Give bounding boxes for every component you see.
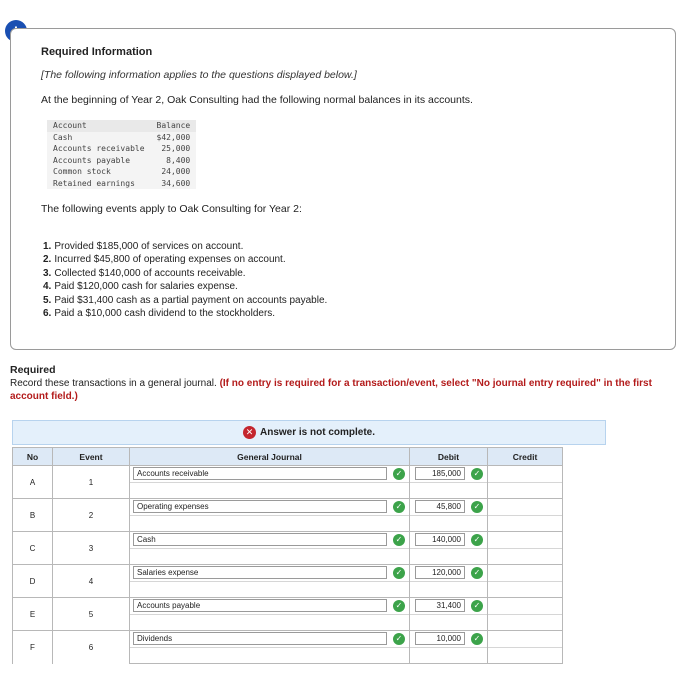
credit-input[interactable] <box>488 631 563 648</box>
col-debit-header: Debit <box>410 448 488 466</box>
debit-input-empty[interactable] <box>410 581 488 598</box>
debit-input-empty[interactable] <box>410 482 488 499</box>
account-value: Accounts payable <box>133 599 387 612</box>
event-item <box>43 307 327 320</box>
event-item <box>43 240 327 253</box>
general-journal-table <box>12 447 563 664</box>
account-value: Dividends <box>133 632 387 645</box>
balance-row <box>47 143 196 155</box>
account-value: Operating expenses <box>133 500 387 513</box>
info-intro: At the beginning of Year 2, Oak Consulting had the following normal balances in its accounts. <box>41 94 473 106</box>
event-list <box>43 240 327 320</box>
row-no: B <box>13 499 53 532</box>
balance-account: Accounts receivable <box>53 144 145 153</box>
account-select[interactable] <box>130 565 410 582</box>
credit-input-empty[interactable] <box>488 647 563 664</box>
credit-input-empty[interactable] <box>488 548 563 565</box>
debit-value: 140,000 <box>415 533 465 546</box>
balances-header-account: Account <box>47 120 151 132</box>
account-select-empty[interactable] <box>130 515 410 532</box>
row-no: C <box>13 532 53 565</box>
row-event: 5 <box>53 598 130 631</box>
account-select[interactable] <box>130 532 410 549</box>
event-text: Paid a $10,000 cash dividend to the stockholders. <box>54 307 276 319</box>
credit-input-empty[interactable] <box>488 482 563 499</box>
credit-input-empty[interactable] <box>488 515 563 532</box>
account-value: Accounts receivable <box>133 467 387 480</box>
balance-row <box>47 166 196 178</box>
account-select-empty[interactable] <box>130 614 410 631</box>
balance-row <box>47 132 196 144</box>
check-circle-icon: ✓ <box>471 633 483 645</box>
balance-row <box>47 178 196 190</box>
account-select-empty[interactable] <box>130 482 410 499</box>
debit-value: 10,000 <box>415 632 465 645</box>
debit-input-empty[interactable] <box>410 548 488 565</box>
answer-status-text: Answer is not complete. <box>259 427 376 438</box>
balance-account: Cash <box>53 132 73 142</box>
row-no: A <box>13 466 53 499</box>
check-circle-icon: ✓ <box>393 534 405 546</box>
debit-input-empty[interactable] <box>410 614 488 631</box>
event-item <box>43 253 327 266</box>
balance-value: 25,000 <box>161 144 191 153</box>
account-select-empty[interactable] <box>130 581 410 598</box>
account-select[interactable] <box>130 499 410 516</box>
event-item <box>43 280 327 293</box>
required-instructions <box>10 377 680 403</box>
required-title: Required <box>10 364 56 376</box>
event-text: Paid $31,400 cash as a partial payment on accounts payable. <box>54 294 328 306</box>
balances-header-row <box>47 120 196 132</box>
row-event: 3 <box>53 532 130 565</box>
journal-row <box>13 631 563 648</box>
check-circle-icon: ✓ <box>393 600 405 612</box>
balance-value: $42,000 <box>156 132 191 142</box>
col-no-header: No <box>13 448 53 466</box>
debit-value: 31,400 <box>415 599 465 612</box>
row-event: 6 <box>53 631 130 664</box>
check-circle-icon: ✓ <box>393 468 405 480</box>
check-circle-icon: ✓ <box>393 501 405 513</box>
balance-account: Common stock <box>53 167 111 176</box>
col-event-header: Event <box>53 448 130 466</box>
event-number: 1. <box>43 241 52 252</box>
row-event: 4 <box>53 565 130 598</box>
balance-value: 24,000 <box>161 167 191 176</box>
debit-value: 45,800 <box>415 500 465 513</box>
journal-header-row <box>13 448 563 466</box>
events-intro: The following events apply to Oak Consulting for Year 2: <box>41 203 302 215</box>
balance-account: Retained earnings <box>53 178 135 188</box>
answer-status-bar <box>12 420 606 445</box>
journal-row <box>13 598 563 615</box>
x-circle-icon: ✕ <box>243 426 256 439</box>
balances-header-balance: Balance <box>151 120 197 132</box>
balance-value: 8,400 <box>166 155 191 165</box>
event-number: 2. <box>43 254 52 266</box>
credit-input[interactable] <box>488 532 563 549</box>
debit-input[interactable] <box>410 565 488 582</box>
event-item <box>43 294 327 307</box>
account-select-empty[interactable] <box>130 548 410 565</box>
col-credit-header: Credit <box>488 448 563 466</box>
check-circle-icon: ✓ <box>471 501 483 513</box>
credit-input[interactable] <box>488 565 563 582</box>
account-value: Salaries expense <box>133 566 387 579</box>
event-number: 5. <box>43 294 52 306</box>
journal-row <box>13 499 563 516</box>
debit-value: 120,000 <box>415 566 465 579</box>
info-subtitle: [The following information applies to the questions displayed below.] <box>41 69 357 81</box>
check-circle-icon: ✓ <box>471 534 483 546</box>
check-circle-icon: ✓ <box>393 567 405 579</box>
event-number: 3. <box>43 267 52 279</box>
row-no: E <box>13 598 53 631</box>
debit-input-empty[interactable] <box>410 647 488 664</box>
check-circle-icon: ✓ <box>471 468 483 480</box>
account-select[interactable] <box>130 631 410 648</box>
row-no: D <box>13 565 53 598</box>
check-circle-icon: ✓ <box>471 567 483 579</box>
debit-input[interactable] <box>410 532 488 549</box>
credit-input[interactable] <box>488 466 563 483</box>
row-event: 2 <box>53 499 130 532</box>
event-text: Collected $140,000 of accounts receivable. <box>54 267 246 279</box>
credit-input[interactable] <box>488 598 563 615</box>
event-number: 6. <box>43 307 52 319</box>
account-select[interactable] <box>130 466 410 483</box>
debit-input[interactable] <box>410 466 488 483</box>
event-text: Provided $185,000 of services on account. <box>54 241 244 252</box>
required-information-panel <box>10 28 676 350</box>
credit-input-empty[interactable] <box>488 614 563 631</box>
required-note: (If no entry is required for a transaction/event, select "No journal entry required" in the first account field.) <box>10 378 652 402</box>
credit-input[interactable] <box>488 499 563 516</box>
balance-row <box>47 155 196 167</box>
debit-value: 185,000 <box>415 467 465 480</box>
debit-input-empty[interactable] <box>410 515 488 532</box>
info-title: Required Information <box>41 46 153 58</box>
debit-input[interactable] <box>410 631 488 648</box>
balance-value: 34,600 <box>161 178 191 188</box>
balance-account: Accounts payable <box>53 155 131 165</box>
check-circle-icon: ✓ <box>471 600 483 612</box>
journal-row <box>13 532 563 549</box>
event-number: 4. <box>43 281 52 293</box>
account-select-empty[interactable] <box>130 647 410 664</box>
balances-table <box>47 120 196 189</box>
account-select[interactable] <box>130 598 410 615</box>
debit-input[interactable] <box>410 499 488 516</box>
event-text: Paid $120,000 cash for salaries expense. <box>54 281 238 293</box>
required-text: Record these transactions in a general journal. <box>10 378 217 389</box>
col-general-journal-header: General Journal <box>130 448 410 466</box>
event-text: Incurred $45,800 of operating expenses on account. <box>54 254 286 266</box>
row-event: 1 <box>53 466 130 499</box>
event-item <box>43 267 327 280</box>
credit-input-empty[interactable] <box>488 581 563 598</box>
account-value: Cash <box>133 533 387 546</box>
row-no: F <box>13 631 53 664</box>
check-circle-icon: ✓ <box>393 633 405 645</box>
journal-row <box>13 466 563 483</box>
debit-input[interactable] <box>410 598 488 615</box>
journal-row <box>13 565 563 582</box>
